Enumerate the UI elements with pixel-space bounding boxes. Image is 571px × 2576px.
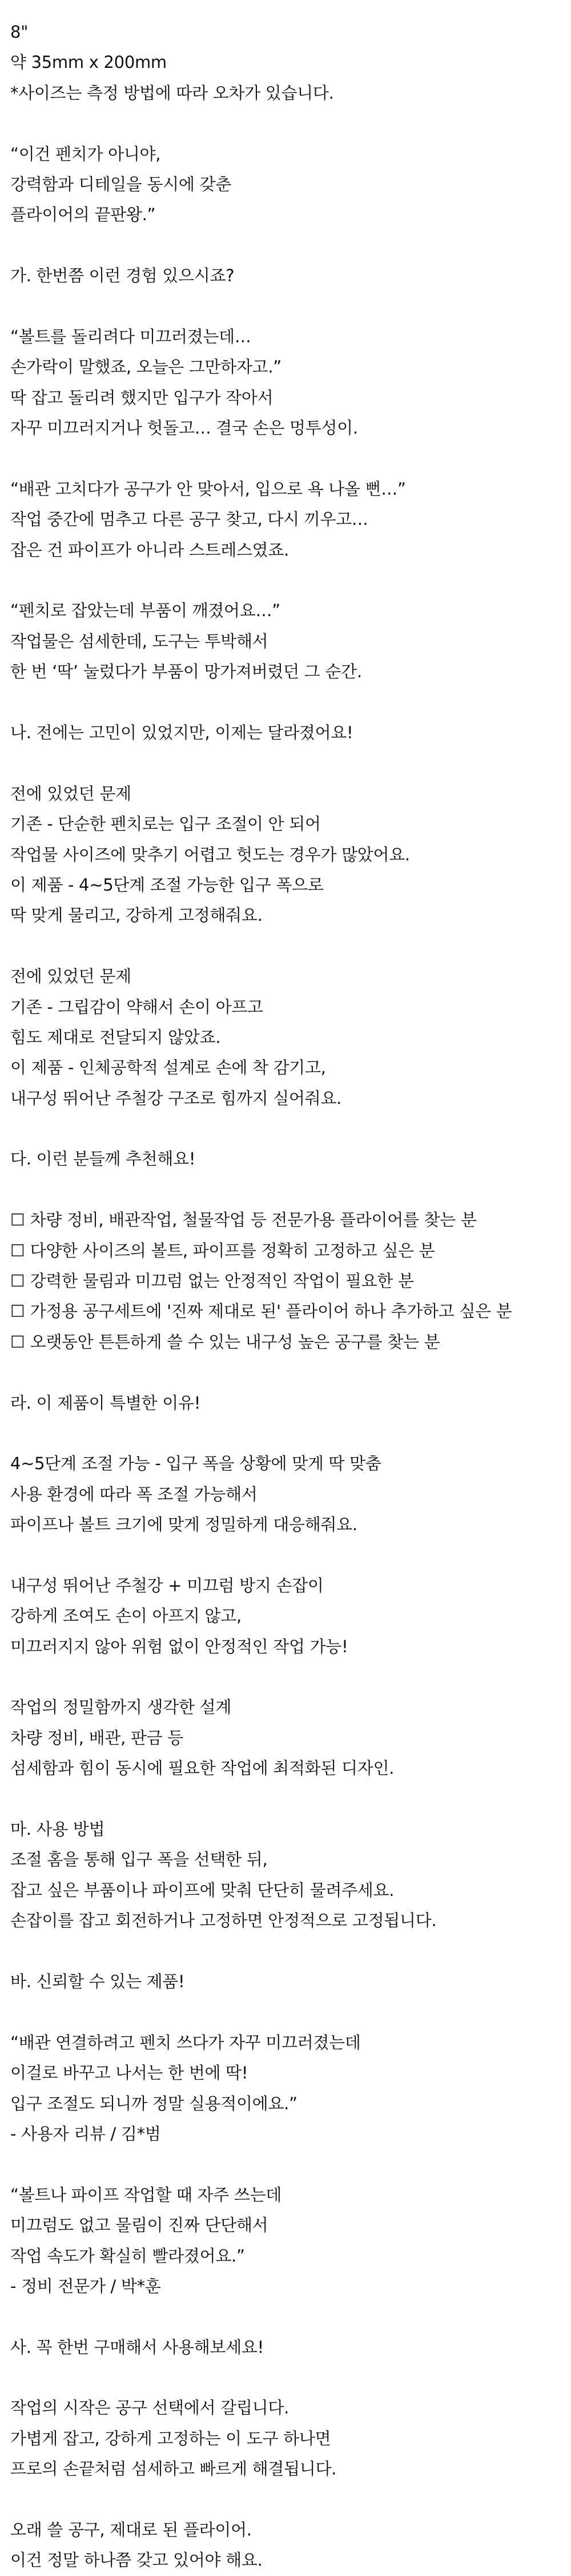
text-line: “배관 연결하려고 펜치 쓰다가 자꾸 미끄러졌는데 (10, 2032, 361, 2052)
text-line: *사이즈는 측정 방법에 따라 오차가 있습니다. (10, 83, 334, 103)
paragraph-gap (10, 1418, 558, 1449)
text-line: 힘도 제대로 전달되지 않았죠. (10, 1027, 221, 1047)
text-line: 손잡이를 잡고 회전하거나 고정하면 안정적으로 고정됩니다. (10, 1911, 437, 1931)
text-line: 8" (10, 22, 29, 42)
paragraph-gap (10, 688, 558, 718)
text-line: - 사용자 리뷰 / 김*범 (10, 2124, 161, 2144)
text-line: 잡고 싶은 부품이나 파이프에 맞춰 단단히 물려주세요. (10, 1880, 395, 1900)
text-line: 조절 홈을 통해 입구 폭을 선택한 뒤, (10, 1850, 268, 1870)
paragraph-gap (10, 108, 558, 139)
text-line: 차량 정비, 배관, 판금 등 (10, 1728, 183, 1748)
text-line: 한 번 ‘딱’ 눌렀다가 부품이 망가져버렸던 그 순간. (10, 662, 362, 682)
text-line: 작업물 사이즈에 맞추기 어렵고 헛도는 경우가 많았어요. (10, 844, 410, 864)
paragraph-gap (10, 931, 558, 961)
text-line: 작업물은 섬세한데, 도구는 투박해서 (10, 631, 268, 651)
text-line: 손가락이 말했죠, 오늘은 그만하자고.” (10, 357, 282, 377)
text-line: ☐ 다양한 사이즈의 볼트, 파이프를 정확히 고정하고 싶은 분 (10, 1240, 435, 1260)
text-line: 오래 쓸 공구, 제대로 된 플라이어. (10, 2520, 252, 2540)
text-line: - 정비 전문가 / 박*훈 (10, 2276, 161, 2296)
text-line: 작업의 시작은 공구 선택에서 갈립니다. (10, 2398, 289, 2418)
paragraph-gap (10, 565, 558, 596)
paragraph-gap (10, 292, 558, 322)
text-line: 기존 - 그립감이 약해서 손이 아프고 (10, 997, 263, 1017)
paragraph-gap (10, 1997, 558, 2027)
text-line: 나. 전에는 고민이 있었지만, 이제는 달라졌어요! (10, 722, 353, 742)
text-line: 강하게 조여도 손이 아프지 않고, (10, 1606, 242, 1626)
paragraph-gap (10, 1114, 558, 1144)
text-line: 이 제품 - 인체공학적 설계로 손에 착 감기고, (10, 1058, 326, 1078)
text-line: 라. 이 제품이 특별한 이유! (10, 1393, 201, 1413)
text-line: 내구성 뛰어난 주철강 + 미끄럼 방지 손잡이 (10, 1575, 324, 1595)
text-line: “펜치로 잡았는데 부품이 깨졌어요…” (10, 601, 280, 621)
text-line: 내구성 뛰어난 주철강 구조로 힘까지 실어줘요. (10, 1088, 342, 1108)
text-line: 기존 - 단순한 펜치로는 입구 조절이 안 되어 (10, 814, 321, 834)
text-line: 파이프나 볼트 크기에 맞게 정밀하게 대응해줘요. (10, 1515, 357, 1535)
text-line: ☐ 오랫동안 튼튼하게 쓸 수 있는 내구성 높은 공구를 찾는 분 (10, 1332, 440, 1352)
text-line: 섬세함과 힘이 동시에 필요한 작업에 최적화된 디자인. (10, 1758, 395, 1778)
paragraph-gap (10, 2485, 558, 2515)
text-line: 작업 중간에 멈추고 다른 공구 찾고, 다시 끼우고… (10, 509, 368, 529)
paragraph-gap (10, 748, 558, 778)
text-line: 미끄럼도 없고 물림이 진짜 단단해서 (10, 2215, 268, 2235)
paragraph-gap (10, 1784, 558, 1814)
text-line: 사용 환경에 따라 폭 조절 가능해서 (10, 1484, 258, 1504)
text-line: 전에 있었던 문제 (10, 966, 131, 986)
text-line: 가. 한번쯤 이런 경험 있으시죠? (10, 266, 235, 286)
paragraph-gap (10, 1662, 558, 1692)
text-line: 이 제품 - 4~5단계 조절 가능한 입구 폭으로 (10, 875, 324, 895)
text-line: 잡은 건 파이프가 아니라 스트레스였죠. (10, 540, 289, 560)
text-line: “볼트를 돌리려다 미끄러졌는데… (10, 326, 251, 346)
text-line: 작업 속도가 확실히 빨라졌어요.” (10, 2246, 245, 2266)
text-line: ☐ 강력한 물림과 미끄럼 없는 안정적인 작업이 필요한 분 (10, 1271, 414, 1291)
text-line: 강력함과 디테일을 동시에 갖춘 (10, 174, 232, 194)
text-line: 딱 잡고 돌리려 했지만 입구가 작아서 (10, 387, 274, 407)
text-line: 전에 있었던 문제 (10, 783, 131, 803)
text-line: 미끄러지지 않아 위험 없이 안정적인 작업 가능! (10, 1636, 348, 1656)
paragraph-gap (10, 443, 558, 474)
text-line: 약 35mm x 200mm (10, 52, 167, 72)
paragraph-gap (10, 230, 558, 261)
text-line: “이건 펜치가 아니야, (10, 144, 161, 164)
text-line: 다. 이런 분들께 추천해요! (10, 1149, 196, 1169)
paragraph-gap (10, 1936, 558, 1967)
text-line: 작업의 정밀함까지 생각한 설계 (10, 1697, 232, 1717)
text-line: 입구 조절도 되니까 정말 실용적이에요.” (10, 2093, 297, 2113)
paragraph-gap (10, 2302, 558, 2332)
paragraph-gap (10, 1357, 558, 1388)
text-line: 플라이어의 끝판왕.” (10, 205, 156, 225)
text-line: “배관 고치다가 공구가 안 맞아서, 입으로 욕 나올 뻔…” (10, 479, 406, 499)
text-line: 사. 꼭 한번 구매해서 사용해보세요! (10, 2337, 264, 2357)
product-description (10, 17, 558, 2576)
text-line: 프로의 손끝처럼 섬세하고 빠르게 해결됩니다. (10, 2459, 337, 2479)
text-line: 바. 신뢰할 수 있는 제품! (10, 1972, 185, 1991)
text-line: ☐ 차량 정비, 배관작업, 철물작업 등 전문가용 플라이어를 찾는 분 (10, 1210, 477, 1230)
paragraph-gap (10, 1175, 558, 1205)
text-line: ☐ 가정용 공구세트에 '진짜 제대로 된' 플라이어 하나 추가하고 싶은 분 (10, 1301, 512, 1321)
text-line: 이걸로 바꾸고 나서는 한 번에 딱! (10, 2063, 248, 2083)
paragraph-gap (10, 2149, 558, 2179)
text-line: 자꾸 미끄러지거나 헛돌고… 결국 손은 멍투성이. (10, 418, 358, 438)
text-line: 4~5단계 조절 가능 - 입구 폭을 상황에 맞게 딱 맞춤 (10, 1454, 381, 1474)
text-line: “볼트나 파이프 작업할 때 자주 쓰는데 (10, 2185, 282, 2205)
paragraph-gap (10, 1540, 558, 1571)
text-line: 가볍게 잡고, 강하게 고정하는 이 도구 하나면 (10, 2428, 331, 2448)
text-line: 이건 정말 하나쯤 갖고 있어야 해요. (10, 2550, 263, 2570)
text-line: 딱 맞게 물리고, 강하게 고정해줘요. (10, 905, 263, 925)
text-line: 마. 사용 방법 (10, 1819, 105, 1839)
paragraph-gap (10, 2363, 558, 2393)
